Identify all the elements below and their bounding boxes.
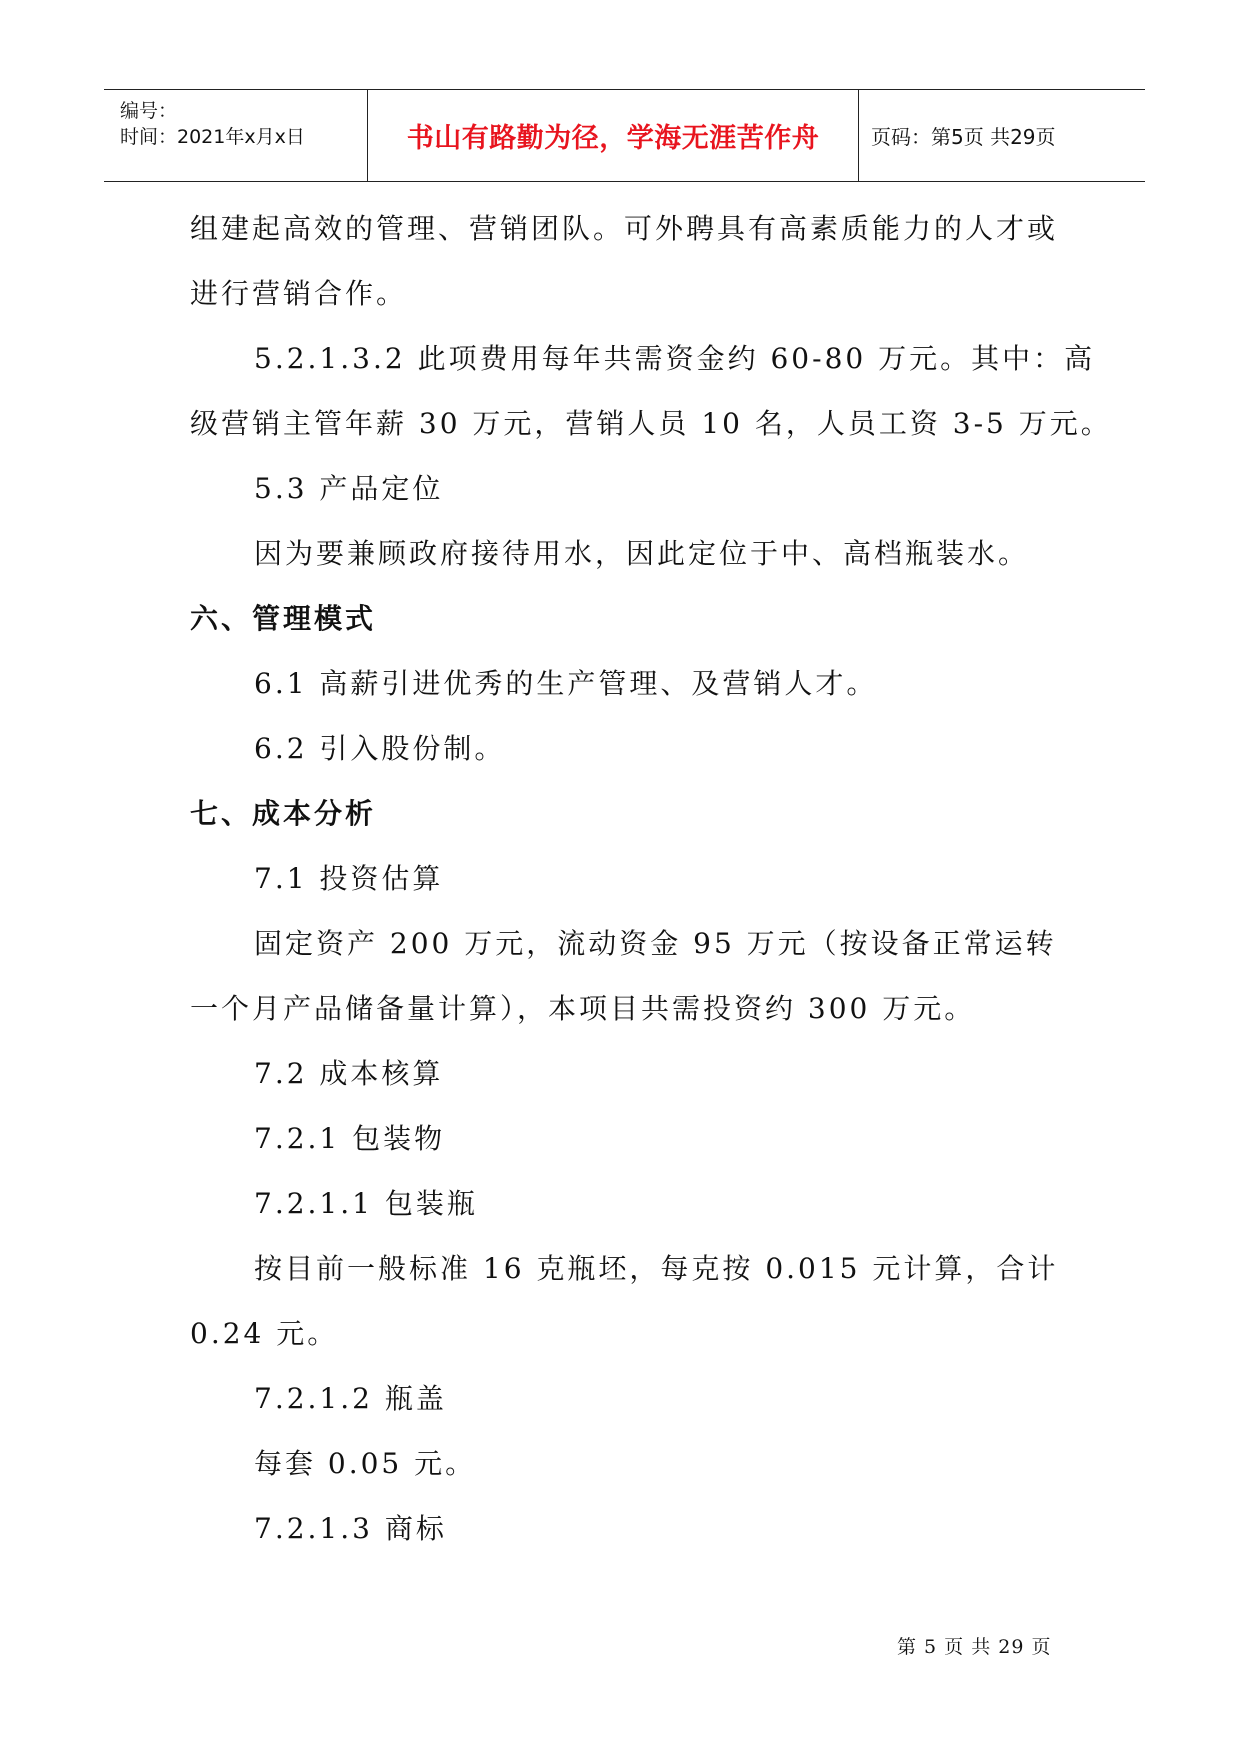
paragraph-line: 6.1 高薪引进优秀的生产管理、及营销人才。 [254,667,878,700]
subsection-title: 5.3 产品定位 [254,472,444,505]
section-heading: 七、成本分析 [190,797,377,830]
paragraph-line: 按目前一般标准 16 克瓶坯，每克按 0.015 元计算，合计 [254,1252,1059,1285]
paragraph-line: 5.2.1.3.2 此项费用每年共需资金约 60-80 万元。其中：高 [254,342,1096,375]
header-motto: 书山有路勤为径，学海无涯苦作舟 [368,90,859,181]
subsection-title: 7.2.1.2 瓶盖 [254,1382,447,1415]
header-page-label: 页码：第5页 共29页 [871,125,1056,149]
page-footer: 第 5 页 共 29 页 [897,1636,1052,1658]
subsection-title: 7.2.1.3 商标 [254,1512,447,1545]
subsection-title: 7.2.1.1 包装瓶 [254,1187,478,1220]
date-label: 时间：2021年x月x日 [120,126,305,148]
paragraph-line: 0.24 元。 [190,1317,339,1350]
number-label: 编号： [120,100,178,122]
subsection-title: 7.2 成本核算 [254,1057,444,1090]
paragraph-line: 固定资产 200 万元，流动资金 95 万元（按设备正常运转 [254,927,1057,960]
paragraph-line: 一个月产品储备量计算），本项目共需投资约 300 万元。 [190,992,976,1025]
paragraph-line: 进行营销合作。 [190,277,408,310]
document-header [104,89,1145,182]
header-meta-cell [104,90,368,181]
paragraph-line: 级营销主管年薪 30 万元，营销人员 10 名，人员工资 3-5 万元。 [190,407,1112,440]
paragraph-line: 每套 0.05 元。 [254,1447,477,1480]
paragraph-line: 组建起高效的管理、营销团队。可外聘具有高素质能力的人才或 [190,212,1059,245]
paragraph-line: 因为要兼顾政府接待用水，因此定位于中、高档瓶装水。 [254,537,1030,570]
subsection-title: 7.2.1 包装物 [254,1122,446,1155]
document-body [190,196,1112,1561]
paragraph-line: 6.2 引入股份制。 [254,732,506,765]
section-heading: 六、管理模式 [190,602,377,635]
subsection-title: 7.1 投资估算 [254,862,444,895]
